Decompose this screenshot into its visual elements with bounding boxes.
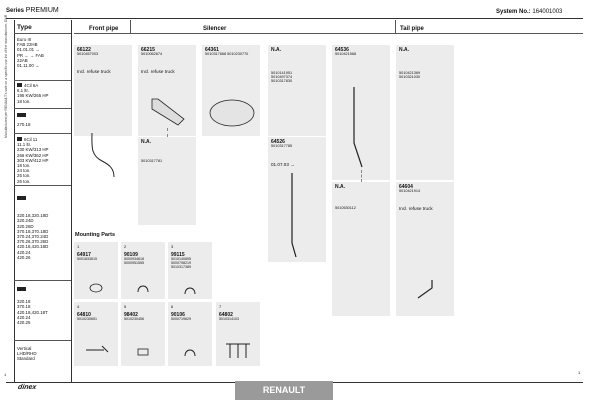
truck-icon — [17, 113, 26, 117]
page-number-right: 1 — [578, 370, 581, 375]
side-note-text: Manufactured per RENAULT's sale on a specific use list of the manufacturer. DNR — [4, 14, 8, 138]
part-code: 5010421568 — [335, 52, 357, 56]
system-label: System No.: — [496, 9, 531, 15]
part-number: N.A. — [141, 139, 151, 145]
side-note — [2, 14, 12, 138]
type-line: 01.11.00 → — [17, 63, 40, 69]
engine-icon — [17, 137, 22, 141]
type-divider — [14, 80, 71, 81]
page-number-left: 1 — [4, 372, 7, 377]
type-line: Euro III — [17, 37, 32, 42]
part-code: 5010317785 — [271, 144, 293, 148]
section-mounting-parts: Mounting Parts — [75, 232, 116, 238]
type-line: 370.24,370.24D — [17, 234, 49, 240]
type-line: PR ← → FAB — [17, 52, 44, 58]
bracket-icon — [84, 344, 110, 358]
mounting-index: 4 — [77, 304, 80, 309]
mounting-part-6[interactable] — [168, 302, 212, 366]
mounting-code: 5000719629 — [171, 317, 191, 321]
type-line: 420.24 — [17, 249, 31, 255]
type-title: Type — [17, 24, 32, 31]
part-number: 66122 — [77, 47, 91, 53]
part-number: N.A. — [271, 47, 281, 53]
part-note: 01.07.03 → — [271, 162, 295, 167]
mounting-code: 5010230456 — [124, 317, 144, 321]
mounting-index: 3 — [171, 244, 174, 249]
type-line: 370.18 — [17, 304, 31, 310]
connector — [167, 128, 168, 137]
type-line: 270.18 — [17, 122, 31, 128]
connector — [361, 170, 362, 182]
type-divider — [14, 280, 71, 281]
part-na1[interactable] — [268, 45, 326, 136]
mounting-code: 5010314103 — [219, 317, 239, 321]
type-block5 — [17, 196, 48, 260]
type-divider — [14, 133, 71, 134]
mounting-number: 64917 — [77, 252, 91, 258]
part-code: 5010421914 — [399, 189, 421, 193]
type-line: 420.18,420.18T — [17, 309, 48, 315]
mounting-code: 5010230651 — [77, 317, 97, 321]
part-number: 64361 — [205, 47, 219, 53]
type-line: 370.18,370.18D — [17, 228, 49, 234]
mounting-number: 98402 — [124, 312, 138, 318]
type-line: 24 ton. — [17, 168, 31, 174]
type-line: 303 KW/412 HP — [17, 157, 49, 163]
part-number: 64536 — [335, 47, 349, 53]
mounting-index: 5 — [124, 304, 127, 309]
mounting-index: 6 — [171, 304, 174, 309]
type-line: 195 KW/265 HP — [17, 93, 49, 99]
clamp-icon — [182, 284, 198, 296]
part-number: N.A. — [335, 184, 345, 190]
silencer-illustration — [206, 93, 258, 129]
part-code: 5010317781 — [141, 159, 163, 163]
hanger-kit-icon — [224, 340, 252, 362]
part-na2[interactable] — [396, 45, 454, 180]
type-divider — [14, 340, 71, 341]
mounting-code: 5010140895 5000798219 5010317389 — [171, 257, 191, 269]
engine-icon — [17, 83, 22, 87]
dinex-logo: dinex — [17, 384, 37, 391]
type-line: Standard — [17, 356, 35, 362]
section-tail-pipe: Tail pipe — [400, 26, 424, 32]
type-panel-right-rule — [71, 20, 72, 382]
mounting-code: 5000934618 5000951555 — [124, 257, 144, 265]
type-panel-left-rule — [14, 20, 15, 382]
type-block2 — [17, 83, 48, 104]
mounting-index: 1 — [77, 244, 80, 249]
type-line: LHD/RHD — [17, 351, 37, 357]
part-64526[interactable] — [268, 137, 326, 262]
series-label-text: Series — [6, 8, 25, 14]
tail-end-illustration — [414, 278, 440, 304]
flex-pipe-illustration — [148, 95, 188, 131]
part-number: 66215 — [141, 47, 155, 53]
type-divider — [14, 108, 71, 109]
mounting-number: 90106 — [171, 312, 185, 318]
mounting-number: 64802 — [219, 312, 233, 318]
header-rule — [6, 18, 583, 19]
part-66215[interactable] — [138, 45, 196, 136]
type-line: Vertical — [17, 346, 32, 351]
mounting-part-4[interactable] — [74, 302, 118, 366]
part-note: Incl. refuse truck — [399, 206, 433, 211]
type-engine-head: 4Cil 6A — [24, 83, 39, 88]
mounting-part-3[interactable] — [168, 242, 212, 299]
mounting-number: 90109 — [124, 252, 138, 258]
system-number — [496, 9, 562, 15]
part-code: 5010421369 5010321030 — [399, 71, 421, 80]
mounting-index: 7 — [219, 304, 222, 309]
type-line: FAB 22HB — [17, 42, 38, 48]
part-64361[interactable] — [202, 45, 260, 136]
type-line: 320.24D — [17, 218, 34, 224]
part-number: 64526 — [271, 139, 285, 145]
type-block6 — [17, 287, 48, 325]
part-code: 5010062674 — [141, 52, 163, 56]
part-code: 5010141951 5010497374 5010317830 — [271, 71, 293, 84]
type-line: 6.1 ltr. — [17, 88, 29, 94]
type-line: 420.25 — [17, 320, 31, 326]
truck-icon — [17, 196, 26, 200]
type-block3 — [17, 113, 30, 127]
type-line: 420.24 — [17, 314, 31, 320]
type-block7 — [17, 346, 37, 362]
type-line: 22AB — [17, 57, 28, 63]
mounting-code: 5001833615 — [77, 257, 97, 261]
type-line: 420.18,420.18D — [17, 244, 49, 250]
type-engine-head: 6Cil 11 — [24, 137, 38, 142]
part-code: 5010530112 — [335, 206, 356, 210]
part-number: 64604 — [399, 184, 413, 190]
section-front-pipe: Front pipe — [89, 26, 119, 32]
type-line: 18 ton. — [17, 163, 31, 169]
part-na3[interactable] — [138, 137, 196, 225]
tail-pipe-illustration — [346, 85, 366, 177]
section-silencer: Silencer — [203, 26, 227, 32]
mounting-number: 64810 — [77, 312, 91, 318]
series-value: PREMIUM — [25, 7, 59, 14]
section-divider — [130, 20, 131, 34]
mounting-index: 2 — [124, 244, 127, 249]
part-note: Incl. refuse truck — [141, 69, 175, 74]
type-line: 320.18 — [17, 299, 31, 305]
section-rule — [74, 33, 583, 34]
type-title-rule — [14, 33, 71, 34]
clamp-icon — [135, 282, 151, 294]
brand-badge: RENAULT — [235, 381, 333, 400]
part-code: 5010457003 — [77, 52, 99, 56]
part-code: 5010317668 5010230770 — [205, 52, 249, 56]
part-note: Incl. refuse truck — [77, 69, 111, 74]
type-line: 25 ton. — [17, 173, 31, 179]
type-line: 320.26D — [17, 223, 34, 229]
part-66122[interactable] — [74, 45, 132, 136]
mounting-part-2[interactable] — [121, 242, 165, 299]
type-line: 370.26,370.26D — [17, 239, 49, 245]
mounting-part-7[interactable] — [216, 302, 260, 366]
type-line: 11.1 ltr. — [17, 142, 32, 148]
part-na4[interactable] — [332, 182, 390, 316]
part-number: N.A. — [399, 47, 409, 53]
type-line: 230 KW/313 HP — [17, 147, 49, 153]
type-line: 420.26 — [17, 254, 31, 260]
clamp-icon — [135, 346, 151, 358]
mounting-part-5[interactable] — [121, 302, 165, 366]
mounting-part-1[interactable] — [74, 242, 118, 299]
clamp-icon — [182, 346, 198, 358]
type-block1 — [17, 37, 44, 68]
type-block4 — [17, 137, 48, 184]
section-divider — [395, 20, 396, 34]
gasket-icon — [88, 282, 104, 294]
front-pipe-illustration — [86, 133, 120, 177]
type-line: 266 KW/362 HP — [17, 152, 49, 158]
type-line: 320.18,320.18D — [17, 213, 49, 219]
part-64536[interactable] — [332, 45, 390, 180]
system-value: 164001003 — [532, 9, 563, 15]
series-label — [6, 7, 59, 14]
type-line: 18 ton. — [17, 98, 31, 104]
tail-pipe-illustration — [286, 171, 302, 259]
type-line: 26 ton. — [17, 178, 31, 184]
mounting-number: 99115 — [171, 252, 185, 258]
truck-icon — [17, 287, 26, 291]
type-divider — [14, 185, 71, 186]
type-line: 01.01.01 → — [17, 47, 40, 53]
part-64604[interactable] — [396, 182, 454, 316]
